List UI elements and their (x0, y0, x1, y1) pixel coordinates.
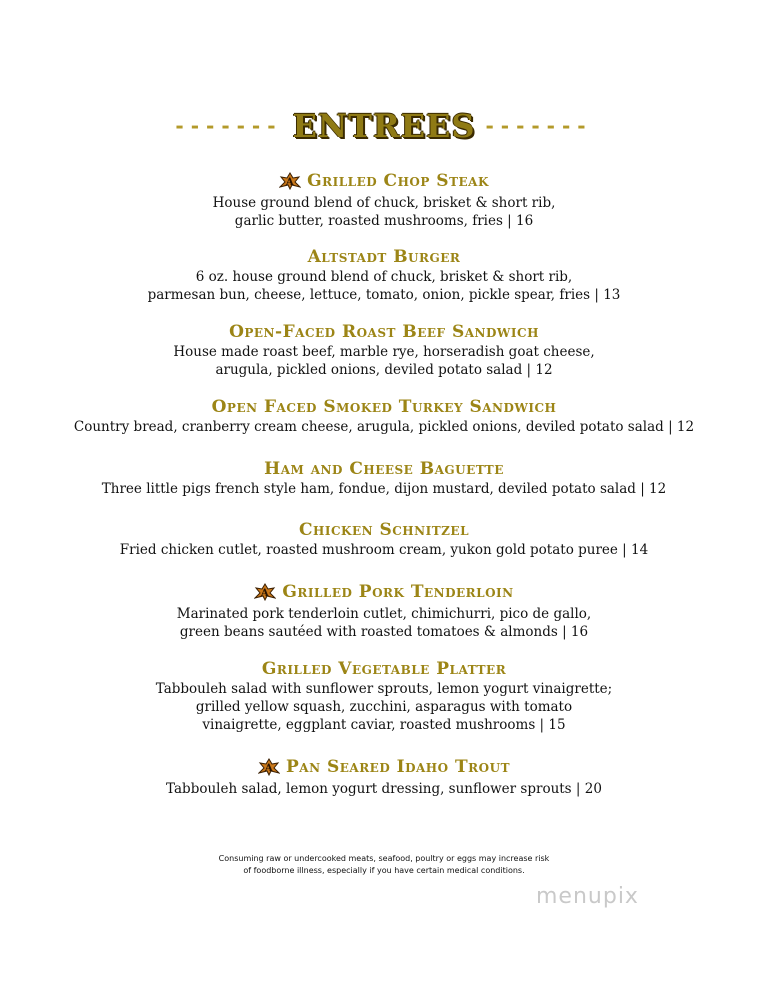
menu-item-description: Marinated pork tenderloin cutlet, chimichurri, pico de gallo, green beans sautéed with roasted tomatoes & almonds | 16 (176, 606, 592, 640)
altstadt-a-badge-icon (254, 583, 276, 601)
svg-text:A: A (261, 588, 270, 599)
menu-item-description: Three little pigs french style ham, fondue, dijon mustard, deviled potato salad | 12 (101, 481, 667, 497)
menu-item-description: 6 oz. house ground blend of chuck, brisket & short rib, parmesan bun, cheese, lettuce, tomato, onion, pickle spear, fries | 13 (147, 269, 621, 303)
menu-item (0, 756, 768, 798)
menu-item-name-row (212, 396, 557, 418)
menu-item-name: Pan Seared Idaho Trout (285, 757, 510, 777)
menu-item (0, 170, 768, 230)
menu-item-name: Chicken Schnitzel (298, 520, 470, 540)
menu-item-description: House ground blend of chuck, brisket & short rib, garlic butter, roasted mushrooms, fries | 16 (212, 195, 556, 229)
menu-item-description: Country bread, cranberry cream cheese, arugula, pickled onions, deviled potato salad | 12 (73, 419, 695, 435)
altstadt-a-badge-icon (279, 172, 301, 190)
header-dashes-left: ------- (175, 114, 283, 138)
menu-item-name-row (308, 246, 461, 268)
svg-text:A: A (285, 177, 295, 188)
menu-item-description: Fried chicken cutlet, roasted mushroom cream, yukon gold potato puree | 14 (119, 542, 649, 558)
menu-item-name: Grilled Chop Steak (307, 171, 489, 191)
menu-item (0, 458, 768, 498)
menu-item (0, 658, 768, 734)
menu-item-name: Open-Faced Roast Beef Sandwich (229, 322, 539, 342)
header-dashes-right: ------- (485, 114, 593, 138)
menu-item-name-row (229, 321, 539, 343)
menu-item-name-row (262, 658, 506, 680)
menu-item (0, 581, 768, 641)
altstadt-a-badge-icon (258, 758, 280, 776)
menu-item-name-row (254, 581, 513, 603)
watermark-logo: menupix (536, 884, 639, 909)
menu-item-name-row (258, 756, 510, 778)
menu-item (0, 519, 768, 559)
menu-item-name: Altstadt Burger (307, 247, 461, 267)
menu-item-name: Grilled Pork Tenderloin (282, 582, 514, 602)
menu-item (0, 396, 768, 436)
menu-item-name-row (299, 519, 469, 541)
menu-item (0, 246, 768, 304)
menu-item-name-row (279, 170, 489, 192)
menu-item-description: House made roast beef, marble rye, horseradish goat cheese, arugula, pickled onions, deviled potato salad | 12 (173, 344, 595, 378)
menu-item (0, 321, 768, 379)
section-header (0, 104, 768, 148)
menu-items-list (0, 170, 768, 798)
section-title: ENTREES (292, 107, 476, 145)
menu-item-name-row (264, 458, 504, 480)
menu-item-description: Tabbouleh salad, lemon yogurt dressing, sunflower sprouts | 20 (166, 781, 602, 797)
menu-item-name: Grilled Vegetable Platter (261, 659, 507, 679)
health-disclaimer: Consuming raw or undercooked meats, seafood, poultry or eggs may increase risk of foodborne illness, especially if you have certain medical conditions. (218, 854, 550, 875)
menu-item-description: Tabbouleh salad with sunflower sprouts, lemon yogurt vinaigrette; grilled yellow squash, zucchini, asparagus with tomato vinaigrette, eggplant caviar, roasted mushrooms | 15 (155, 681, 613, 733)
menu-item-name: Open Faced Smoked Turkey Sandwich (211, 397, 557, 417)
svg-text:A: A (264, 763, 274, 774)
menu-item-name: Ham and Cheese Baguette (264, 459, 504, 479)
